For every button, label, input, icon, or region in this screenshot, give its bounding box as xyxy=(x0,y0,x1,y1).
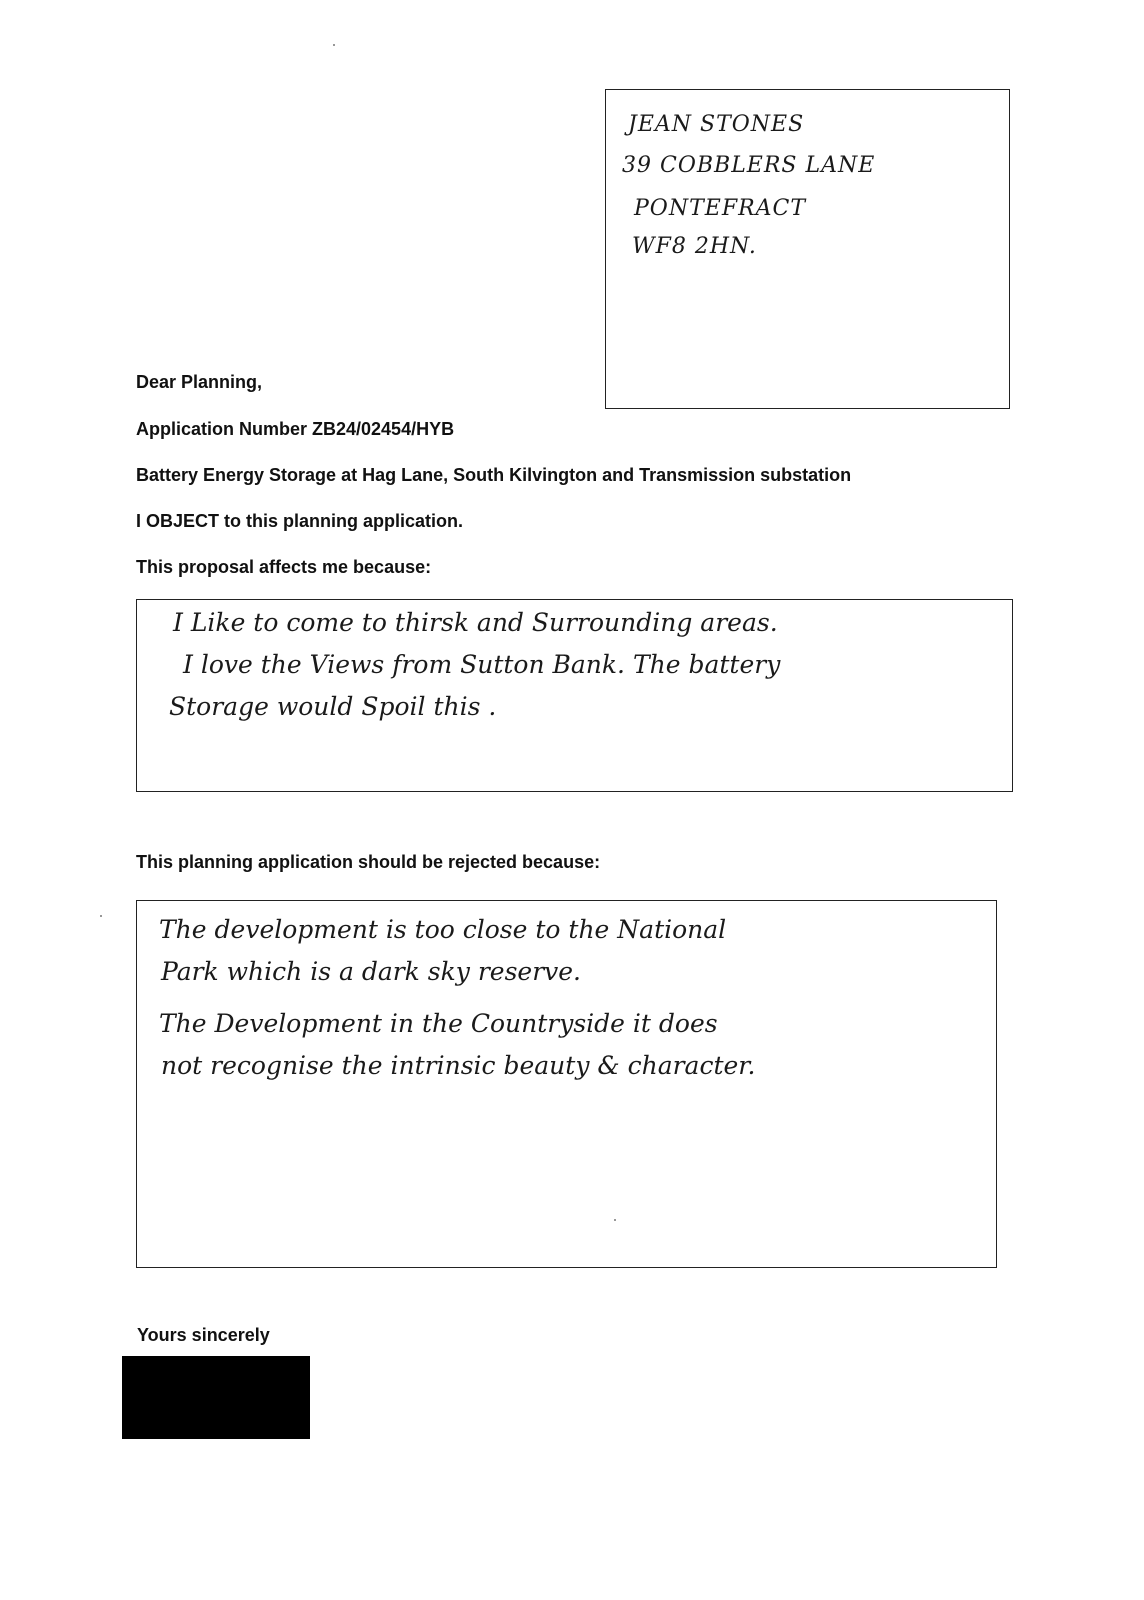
address-street: 39 COBBLERS LANE xyxy=(622,153,876,178)
rejected-line-4: not recognise the intrinsic beauty & character. xyxy=(161,1051,756,1080)
salutation: Dear Planning, xyxy=(136,372,263,392)
closing: Yours sincerely xyxy=(137,1325,270,1345)
affects-reason-box xyxy=(136,599,1013,792)
rejected-heading: This planning application should be rejected because: xyxy=(136,852,601,872)
rejected-line-3: The Development in the Countryside it does xyxy=(159,1009,718,1038)
affects-line-1: I Like to come to thirsk and Surrounding areas. xyxy=(173,608,778,637)
subject-line: Battery Energy Storage at Hag Lane, South Kilvington and Transmission substation xyxy=(136,465,852,485)
rejection-reason-box xyxy=(136,900,997,1268)
address-name: JEAN STONES xyxy=(628,112,805,137)
affects-heading: This proposal affects me because: xyxy=(136,557,432,577)
rejected-line-2: Park which is a dark sky reserve. xyxy=(161,957,582,986)
address-postcode: WF8 2HN. xyxy=(632,234,757,259)
affects-line-3: Storage would Spoil this . xyxy=(169,692,497,721)
rejected-line-1: The development is too close to the National xyxy=(159,915,727,944)
address-town: PONTEFRACT xyxy=(634,196,807,221)
scan-speck xyxy=(100,915,102,917)
objection-statement: I OBJECT to this planning application. xyxy=(136,511,464,531)
scan-speck xyxy=(333,44,335,46)
redacted-signature xyxy=(122,1356,310,1439)
affects-line-2: I love the Views from Sutton Bank. The battery xyxy=(183,650,781,679)
application-number: Application Number ZB24/02454/HYB xyxy=(136,419,455,439)
scan-speck xyxy=(614,1219,616,1221)
address-box xyxy=(605,89,1010,409)
